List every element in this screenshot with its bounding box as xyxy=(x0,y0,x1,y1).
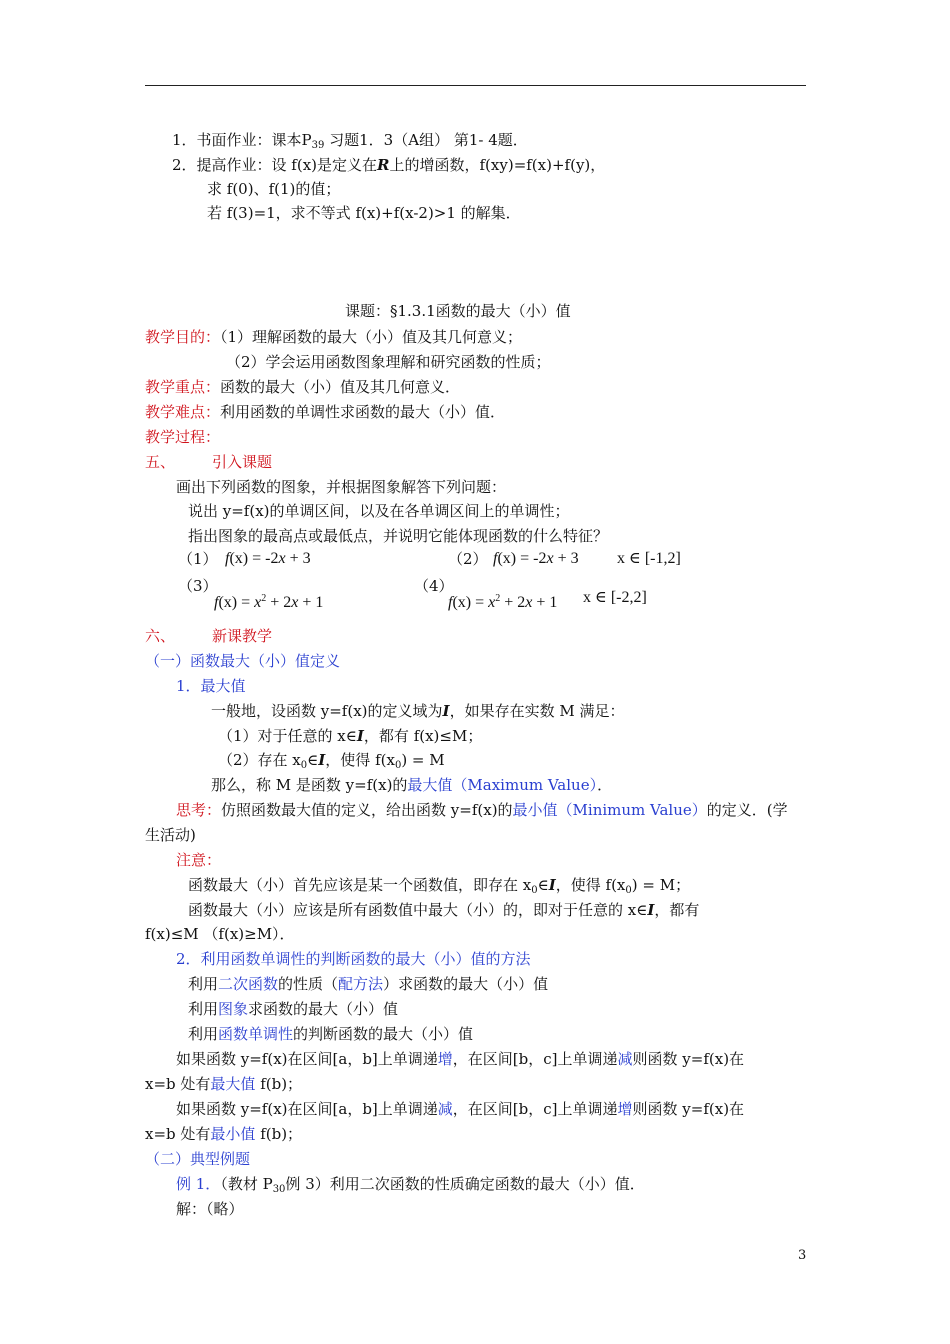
max-def-cond1: （1）对于任意的 x∈I，都有 f(x)≤M； xyxy=(218,727,483,745)
think-prompt-cont: 生活动) xyxy=(145,826,196,844)
method-1: 利用二次函数的性质（配方法）求函数的最大（小）值 xyxy=(188,975,549,993)
teaching-key-point: 教学重点：函数的最大（小）值及其几何意义． xyxy=(145,378,461,396)
intro-question-1: 说出 y=f(x)的单调区间，以及在各单调区间上的单调性； xyxy=(188,502,570,520)
note-1: 函数最大（小）首先应该是某一个函数值，即存在 $x_0\in I$，使得 $f(x_0) = M$； xyxy=(188,876,691,896)
method-3: 利用函数单调性的判断函数的最大（小）值 xyxy=(188,1025,474,1043)
lesson-topic: 课题：§1.3.1函数的最大（小）值 xyxy=(345,302,571,320)
subsection-2-title: （二）典型例题 xyxy=(145,1150,251,1168)
homework-line-3: 求 f(0)、f(1)的值； xyxy=(207,180,341,198)
header-rule xyxy=(145,85,806,86)
teaching-difficulty: 教学难点：利用函数的单调性求函数的最大（小）值． xyxy=(145,403,506,421)
section-5-number: 五、 xyxy=(145,453,176,471)
function-3: $f(x) = x^2 + 2x + 1$ xyxy=(214,593,324,611)
max-def-p1: 一般地，设函数 y=f(x)的定义域为I，如果存在实数 M 满足： xyxy=(211,702,625,720)
method-rule-max: 如果函数 y=f(x)在区间[a，b]上单调递增，在区间[b，c]上单调递减则函数 y=f(x)在 xyxy=(176,1050,745,1068)
homework-line-4: 若 f(3)=1，求不等式 f(x)+f(x-2)>1 的解集． xyxy=(207,204,521,222)
note-2-cont: f(x)≤M （f(x)≥M）． xyxy=(145,925,295,943)
example-1: 例 1．（教材 $P_{30}$例 3）利用二次函数的性质确定函数的最大（小）值． xyxy=(176,1175,645,1195)
think-prompt: 思考：仿照函数最大值的定义，给出函数 y=f(x)的最小值（Minimum Value）的定义．(学 xyxy=(176,801,788,819)
function-1: f(x) = -2x + 3 xyxy=(225,550,311,567)
function-2-number: （2） xyxy=(448,550,488,568)
note-label: 注意： xyxy=(176,851,222,869)
method-rule-max-cont: x=b 处有最大值 f(b)； xyxy=(145,1075,303,1093)
page-number: 3 xyxy=(798,1248,807,1263)
example-1-solution: 解：（略） xyxy=(176,1200,244,1218)
function-1-number: （1） xyxy=(178,550,218,568)
method-heading: 2．利用函数单调性的判断函数的最大（小）值的方法 xyxy=(176,950,531,968)
function-3-number: （3） xyxy=(178,577,218,595)
homework-line-2: 2．提高作业：设 f(x)是定义在R上的增函数，f(xy)=f(x)+f(y)， xyxy=(172,156,606,174)
teaching-process-label: 教学过程： xyxy=(145,428,221,446)
homework-line-1: 1．书面作业：课本$P_{39}$ 习题1．3（A组） 第1- 4题． xyxy=(172,131,528,151)
method-rule-min-cont: x=b 处有最小值 f(b)； xyxy=(145,1125,303,1143)
intro-question-2: 指出图象的最高点或最低点，并说明它能体现函数的什么特征？ xyxy=(188,527,609,545)
max-def-conclusion: 那么，称 M 是函数 y=f(x)的最大值（Maximum Value）． xyxy=(211,776,613,794)
function-2: f(x) = -2x + 3 xyxy=(493,550,579,567)
section-5-title: 引入课题 xyxy=(212,453,273,471)
subsection-1-title: （一）函数最大（小）值定义 xyxy=(145,652,341,670)
function-4-number: （4） xyxy=(414,577,454,595)
method-rule-min: 如果函数 y=f(x)在区间[a，b]上单调递减，在区间[b，c]上单调递增则函数 y=f(x)在 xyxy=(176,1100,745,1118)
method-2: 利用图象求函数的最大（小）值 xyxy=(188,1000,399,1018)
function-4: $f(x) = x^2 + 2x + 1$ xyxy=(448,593,558,611)
section-6-title: 新课教学 xyxy=(212,627,273,645)
max-def-cond2: （2）存在 $x_0\in I$，使得 $f(x_0) = M$ xyxy=(218,751,445,771)
intro-question-0: 画出下列函数的图象，并根据图象解答下列问题： xyxy=(176,478,507,496)
note-2: 函数最大（小）应该是所有函数值中最大（小）的，即对于任意的 x∈I，都有 xyxy=(188,901,700,919)
section-6-number: 六、 xyxy=(145,627,176,645)
teaching-goal-2: （2）学会运用函数图象理解和研究函数的性质； xyxy=(226,353,551,371)
function-2-domain: x ∈ [-1,2] xyxy=(617,550,681,567)
teaching-goal: 教学目的：（1）理解函数的最大（小）值及其几何意义； xyxy=(145,328,523,346)
max-value-heading: 1．最大值 xyxy=(176,677,246,695)
function-4-domain: x ∈ [-2,2] xyxy=(583,589,647,606)
